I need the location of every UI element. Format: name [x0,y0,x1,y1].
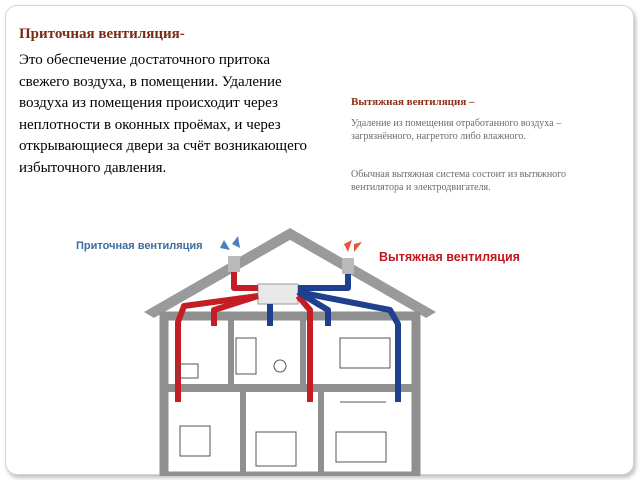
exhaust-ventilation-definition: Удаление из помещения отработанного воздуха – загрязнённого, нагретого либо влажного. [351,118,562,142]
inner-wall [300,316,306,386]
supply-ventilation-label: Приточная вентиляция [76,240,203,252]
intake-roof-vent [228,256,240,272]
inner-wall [240,392,246,476]
ventilation-unit [258,284,298,304]
inner-wall [318,392,324,476]
exhaust-ventilation-system-note: Обычная вытяжная система состоит из вытяжного вентилятора и электродвигателя. [351,169,567,193]
inner-wall [228,316,234,386]
middle-floor [164,384,416,392]
supply-ventilation-description: Это обеспечение достаточного притока свежего воздуха, в помещении. Удаление воздуха из помещения происходит через неплотности в оконных проёмах, и через открывающиеся двери за счёт возникающего избыточного давления. [19,52,308,176]
exhaust-air-arrows [344,240,362,252]
supply-ventilation-title: Приточная вентиляция- [19,26,185,42]
exhaust-roof-vent [342,258,354,274]
fresh-air-arrows [220,236,240,250]
house-walls [164,316,416,476]
exhaust-ventilation-title: Вытяжная вентиляция – [351,96,475,108]
house-ventilation-illustration [140,226,440,476]
exhaust-ventilation-label: Вытяжная вентиляция [379,250,520,264]
